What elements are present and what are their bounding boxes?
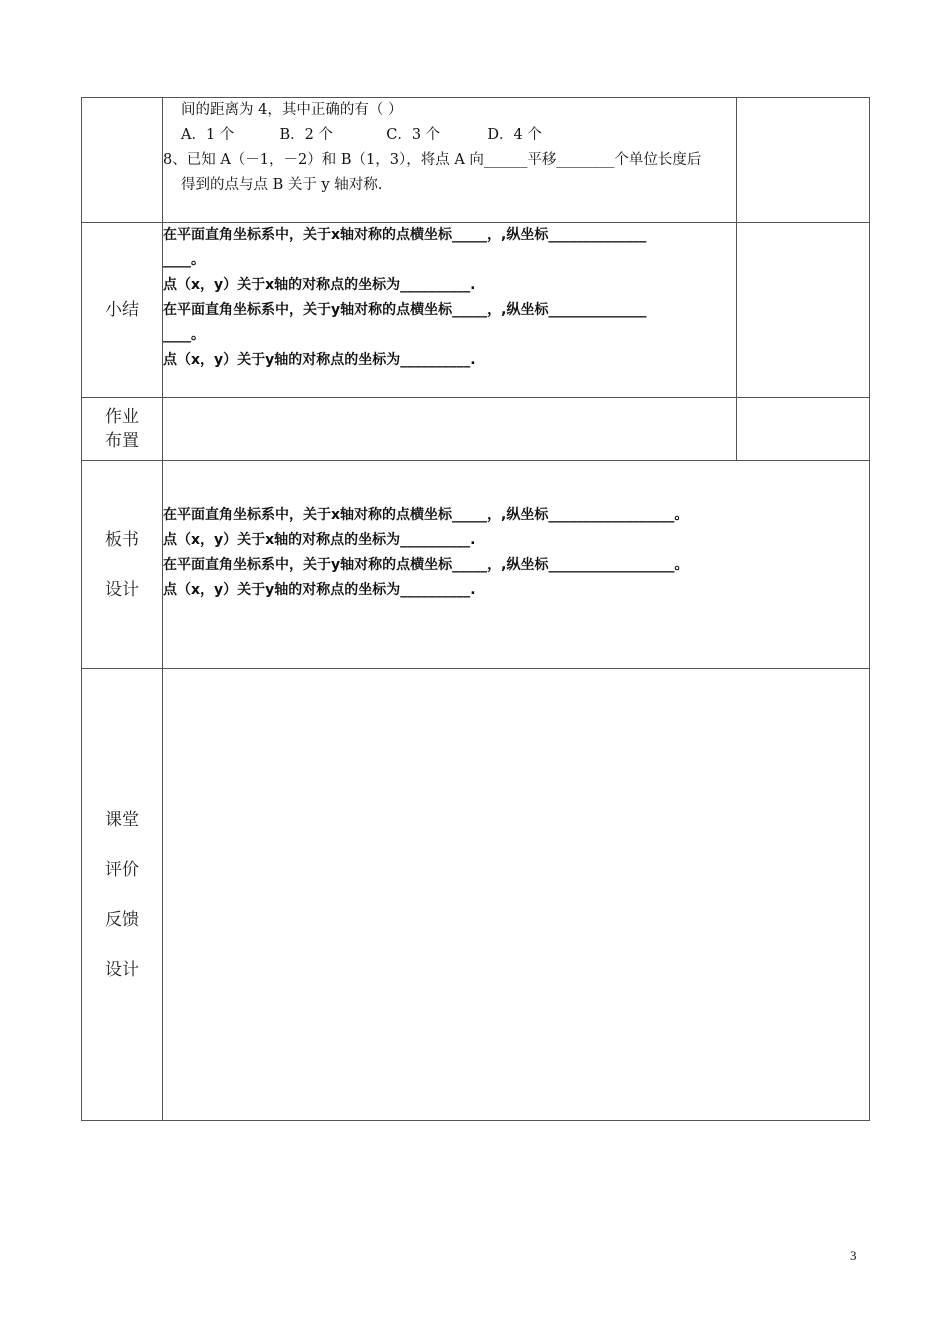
summary-line-3b: ____。 xyxy=(163,327,205,343)
summary-row xyxy=(82,223,870,398)
evaluation-label-line-1: 课堂 xyxy=(105,809,139,830)
question-7-options xyxy=(163,123,736,148)
summary-line-1b: ____。 xyxy=(163,252,205,268)
board-label-line-1: 板书 xyxy=(105,529,139,550)
board-line-3: 在平面直角坐标系中，关于y轴对称的点横坐标_____，,纵坐标__________________。 xyxy=(163,557,689,573)
questions-content-cell xyxy=(163,98,737,223)
board-row xyxy=(82,461,870,669)
question-8-tail: 得到的点与点 B 关于 y 轴对称. xyxy=(181,177,383,193)
homework-label-line-1: 作业 xyxy=(105,407,139,427)
homework-label-line-2: 布置 xyxy=(105,431,139,451)
evaluation-row xyxy=(82,669,870,1121)
homework-notes-cell xyxy=(737,398,870,461)
board-line-1: 在平面直角坐标系中，关于x轴对称的点横坐标_____，,纵坐标__________________。 xyxy=(163,507,689,523)
questions-row xyxy=(82,98,870,223)
board-label xyxy=(82,461,163,669)
option-d: D．4 个 xyxy=(487,127,542,143)
homework-label xyxy=(82,398,163,461)
board-content-cell xyxy=(163,461,870,669)
homework-row xyxy=(82,398,870,461)
summary-label: 小结 xyxy=(82,223,163,398)
homework-content-cell xyxy=(163,398,737,461)
summary-line-3: 在平面直角坐标系中，关于y轴对称的点横坐标_____，,纵坐标______________ xyxy=(163,302,647,318)
evaluation-label-line-2: 评价 xyxy=(105,859,139,880)
question-7-tail: 间的距离为 4，其中正确的有（ ） xyxy=(181,102,403,118)
summary-content-cell xyxy=(163,223,737,398)
option-c: C．3 个 xyxy=(386,127,441,143)
questions-notes-cell xyxy=(737,98,870,223)
summary-line-1: 在平面直角坐标系中，关于x轴对称的点横坐标_____，,纵坐标______________ xyxy=(163,227,647,243)
board-label-line-2: 设计 xyxy=(105,579,139,600)
evaluation-label-line-4: 设计 xyxy=(105,959,139,980)
board-line-2: 点（x，y）关于x轴的对称点的坐标为__________. xyxy=(163,532,476,548)
evaluation-content-cell xyxy=(163,669,870,1121)
summary-line-2: 点（x，y）关于x轴的对称点的坐标为__________. xyxy=(163,277,476,293)
evaluation-label xyxy=(82,669,163,1121)
lesson-plan-table xyxy=(81,97,870,1121)
option-a: A．1 个 xyxy=(181,127,235,143)
option-b: B．2 个 xyxy=(279,127,334,143)
questions-label-cell xyxy=(82,98,163,223)
summary-line-4: 点（x，y）关于y轴的对称点的坐标为__________. xyxy=(163,352,476,368)
question-8: 8、已知 A（－1，－2）和 B（1，3），将点 A 向______平移________个单位长度后 xyxy=(163,152,702,168)
summary-notes-cell xyxy=(737,223,870,398)
page-number: 3 xyxy=(850,1248,857,1263)
board-line-4: 点（x，y）关于y轴的对称点的坐标为__________. xyxy=(163,582,476,598)
evaluation-label-line-3: 反馈 xyxy=(105,909,139,930)
